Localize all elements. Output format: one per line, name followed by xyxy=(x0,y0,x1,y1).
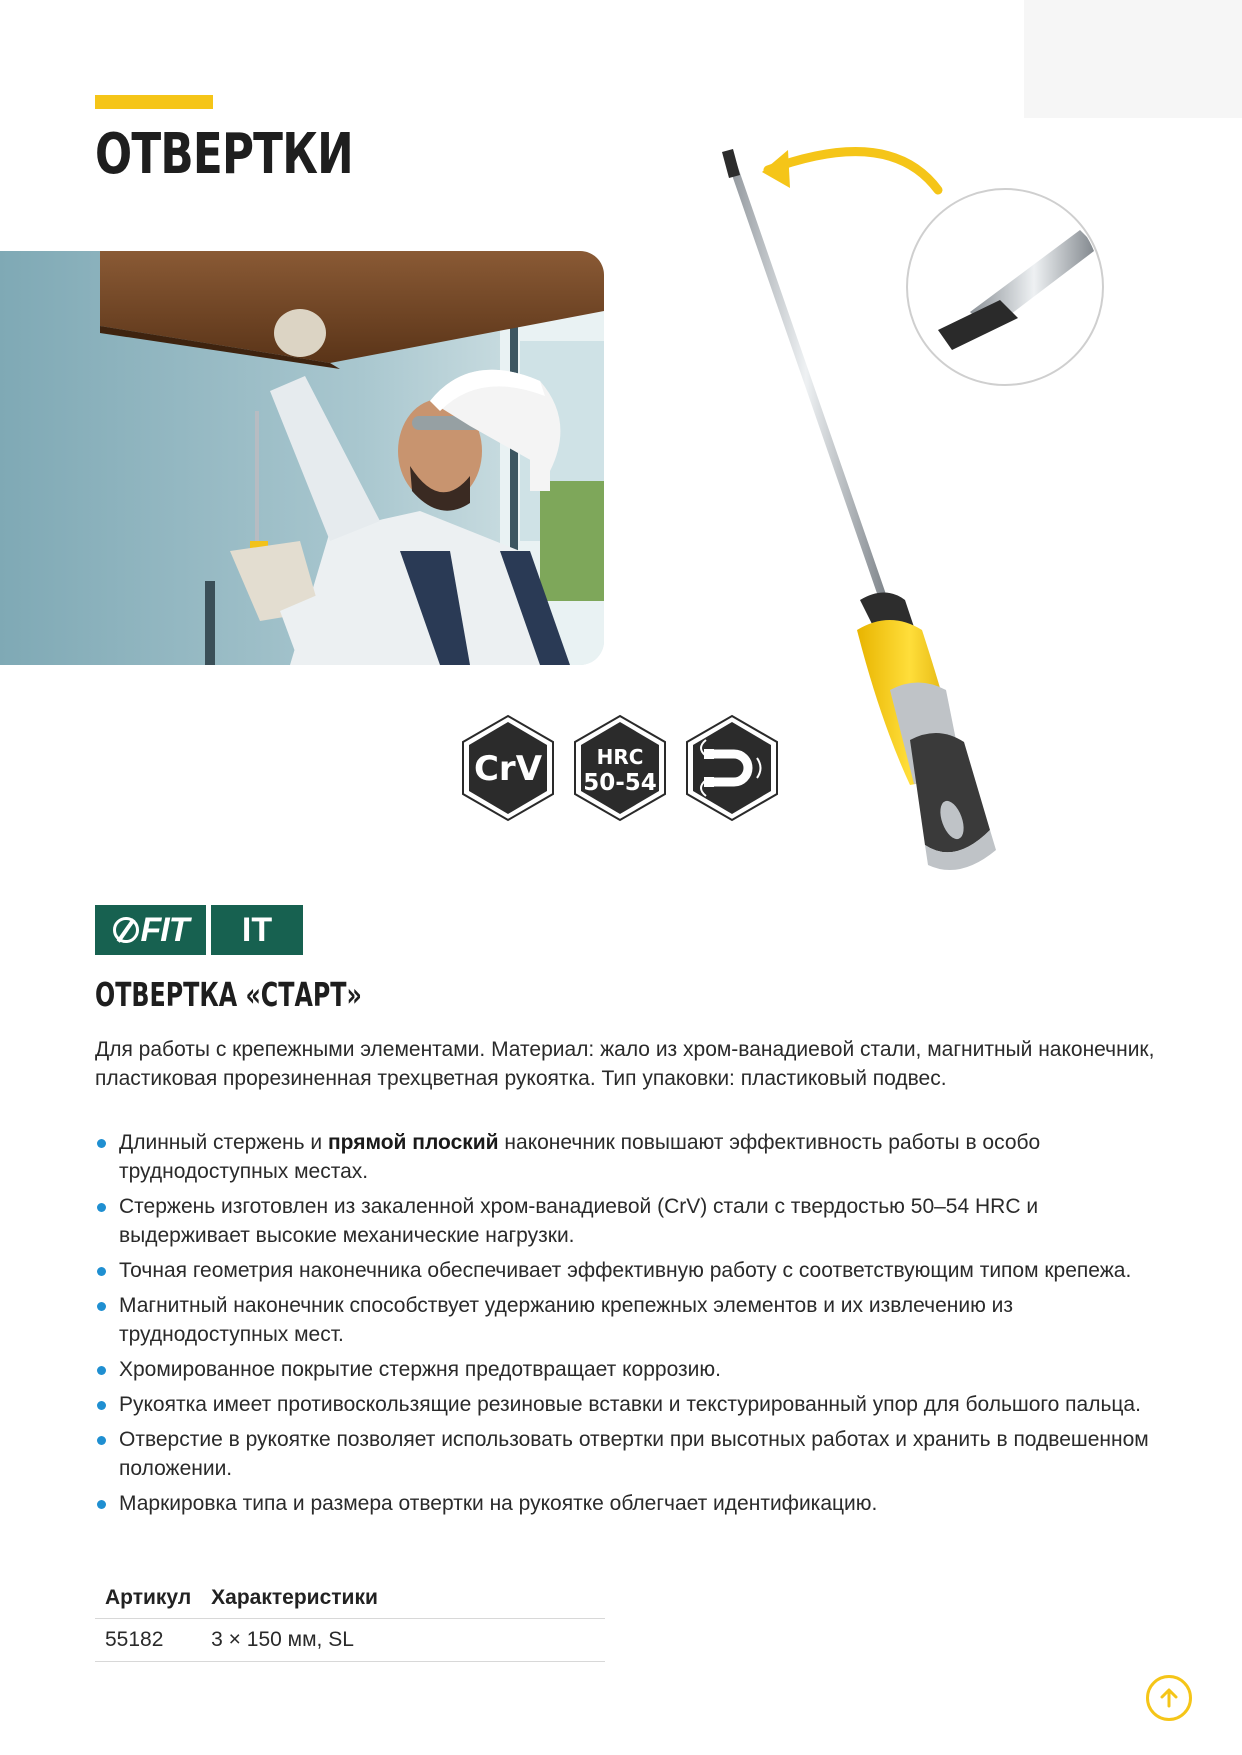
brand-logo-it: IT xyxy=(211,905,303,955)
brand-logo-fit xyxy=(95,905,206,955)
worker-photo xyxy=(0,251,604,665)
svg-text:50-54: 50-54 xyxy=(583,770,657,796)
crv-material-icon xyxy=(463,716,553,820)
title-accent-bar xyxy=(95,95,213,109)
list-item: Длинный стержень и прямой плоский наконечник повышают эффективность работы в особо труднодоступных местах. xyxy=(95,1128,1155,1186)
list-item: Рукоятка имеет противоскользящие резиновые вставки и текстурированный упор для большого пальца. xyxy=(95,1390,1155,1419)
feature-list xyxy=(95,1128,1155,1524)
list-item: Хромированное покрытие стержня предотвращает коррозию. xyxy=(95,1355,1155,1384)
table-header-row xyxy=(95,1578,605,1619)
column-header-specs: Характеристики xyxy=(201,1578,605,1619)
specs-cell: 3 × 150 мм, SL xyxy=(201,1619,605,1662)
magnet-icon xyxy=(687,716,777,820)
column-header-article: Артикул xyxy=(95,1578,201,1619)
table-row xyxy=(95,1619,605,1662)
brand-logo xyxy=(95,905,303,955)
article-cell: 55182 xyxy=(95,1619,201,1662)
feature-badges xyxy=(458,712,788,824)
fit-slash-icon xyxy=(113,917,139,943)
list-item: Магнитный наконечник способствует удержанию крепежных элементов и их извлечению из труднодоступных мест. xyxy=(95,1291,1155,1349)
list-item: Точная геометрия наконечника обеспечивает эффективную работу с соответствующим типом крепежа. xyxy=(95,1256,1155,1285)
list-item: Отверстие в рукоятке позволяет использовать отвертки при высотных работах и хранить в подвешенном положении. xyxy=(95,1425,1155,1483)
spec-table xyxy=(95,1578,605,1662)
svg-text:HRC: HRC xyxy=(596,745,644,769)
product-title: ОТВЕРТКА «СТАРТ» xyxy=(95,975,362,1014)
scroll-to-top-button[interactable] xyxy=(1146,1675,1192,1721)
page-title: ОТВЕРТКИ xyxy=(95,122,353,187)
product-description: Для работы с крепежными элементами. Материал: жало из хром-ванадиевой стали, магнитный наконечник, пластиковая прорезиненная трехцветная рукоятка. Тип упаковки: пластиковый подвес. xyxy=(95,1038,1155,1090)
list-item: Стержень изготовлен из закаленной хром-ванадиевой (CrV) стали с твердостью 50–54 HRC и выдерживает высокие механические нагрузки. xyxy=(95,1192,1155,1250)
hrc-hardness-icon xyxy=(575,716,665,820)
svg-text:CrV: CrV xyxy=(473,749,543,789)
list-item: Маркировка типа и размера отвертки на рукоятке облегчает идентификацию. xyxy=(95,1489,1155,1518)
corner-tab xyxy=(1024,0,1242,118)
arrow-up-icon xyxy=(1157,1686,1181,1710)
brand-logo-fit-text: FIT xyxy=(140,910,189,949)
